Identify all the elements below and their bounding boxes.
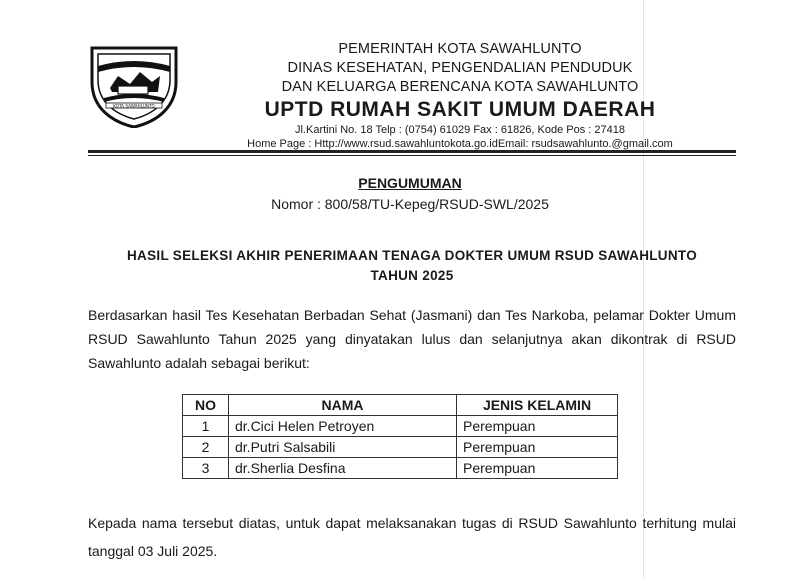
announcement-heading	[88, 246, 736, 286]
header-no: NO	[183, 395, 229, 416]
table-header-row	[183, 395, 618, 416]
cell-nama: dr.Sherlia Desfina	[229, 458, 457, 479]
cell-jenis-kelamin: Perempuan	[457, 437, 618, 458]
document-title: PENGUMUMAN	[358, 175, 462, 191]
letterhead-line3: DAN KELUARGA BERENCANA KOTA SAWAHLUNTO	[281, 79, 639, 95]
cell-no: 2	[183, 437, 229, 458]
intro-paragraph: Berdasarkan hasil Tes Kesehatan Berbadan Sehat (Jasmani) dan Tes Narkoba, pelamar Dokter Umum RSUD Sawahlunto Tahun 2025 yang dinyatakan lulus dan selanjutnya akan dikontrak di RSUD Sawahlunto adalah sebagai berikut:	[88, 307, 736, 371]
cell-no: 1	[183, 416, 229, 437]
cell-jenis-kelamin: Perempuan	[457, 416, 618, 437]
document-number: Nomor : 800/58/TU-Kepeg/RSUD-SWL/2025	[271, 196, 549, 212]
closing-paragraph: Kepada nama tersebut diatas, untuk dapat melaksanakan tugas di RSUD Sawahlunto terhitung mulai tanggal 03 Juli 2025.	[88, 515, 736, 559]
letterhead-line2: DINAS KESEHATAN, PENGENDALIAN PENDUDUK	[287, 60, 633, 76]
logo-text: KOTA SAWAHLUNTO	[113, 103, 155, 109]
table-row	[183, 416, 618, 437]
header-nama: NAMA	[229, 395, 457, 416]
letterhead-address: Jl.Kartini No. 18 Telp : (0754) 61029 Fax : 61826, Kode Pos : 27418	[294, 124, 625, 136]
letterhead	[190, 40, 730, 151]
table-row	[183, 437, 618, 458]
header-jenis-kelamin: JENIS KELAMIN	[457, 395, 618, 416]
letterhead-homepage: Home Page : Http://www.rsud.sawahluntokota.go.idEmail: rsudsawahlunto.@gmail.com	[247, 138, 673, 150]
heading-line2: TAHUN 2025	[370, 268, 454, 283]
cell-nama: dr.Putri Salsabili	[229, 437, 457, 458]
cell-jenis-kelamin: Perempuan	[457, 458, 618, 479]
cell-no: 3	[183, 458, 229, 479]
heading-line1: HASIL SELEKSI AKHIR PENERIMAAN TENAGA DOKTER UMUM RSUD SAWAHLUNTO	[126, 248, 698, 263]
cell-nama: dr.Cici Helen Petroyen	[229, 416, 457, 437]
table-row	[183, 458, 618, 479]
results-table	[182, 394, 618, 479]
letterhead-rule-thick	[88, 150, 736, 153]
letterhead-rule-thin	[88, 155, 736, 156]
letterhead-institution: UPTD RUMAH SAKIT UMUM DAERAH	[264, 98, 656, 121]
city-emblem-logo	[88, 42, 180, 128]
letterhead-line1: PEMERINTAH KOTA SAWAHLUNTO	[338, 41, 582, 57]
